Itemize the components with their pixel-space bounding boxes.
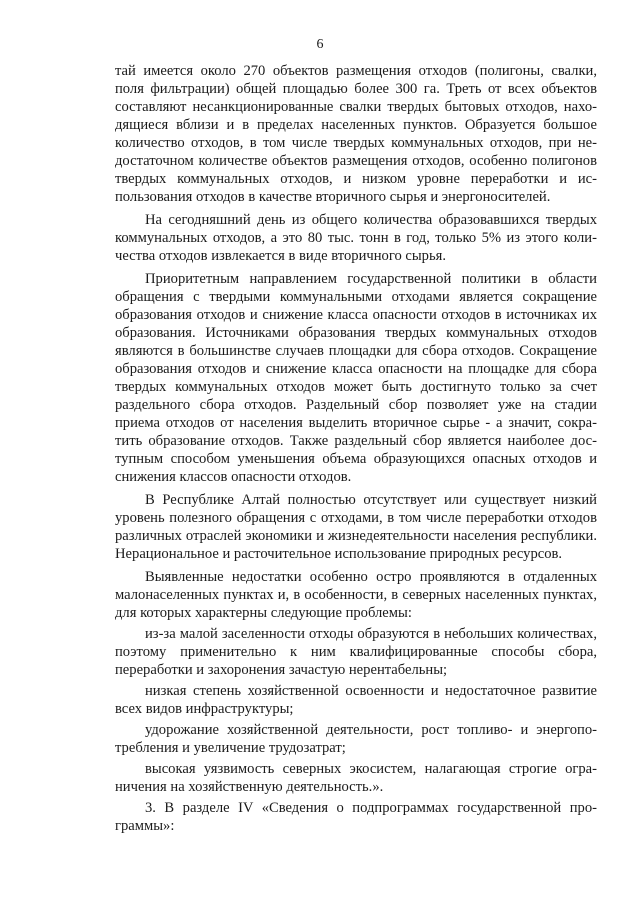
- list-item-infrastructure: низкая степень хозяйственной освоенности и недостаточное развитие всех видов инфраструктуры;: [115, 683, 597, 717]
- list-item-ecosystem-vulnerability: высокая уязвимость северных экосистем, налагающая строгие ограничения на хозяйственную деятельность.».: [115, 761, 597, 795]
- list-item-low-population: из-за малой заселенности отходы образуются в небольших количествах, поэтому применительно к ним квалифицированные способы сбора, переработки и захоронения зачастую нерентабельны;: [115, 626, 597, 678]
- paragraph-section-iv: 3. В разделе IV «Сведения о подпрограммах государственной программы»:: [115, 800, 597, 834]
- paragraph-altai-republic: В Республике Алтай полностью отсутствует или существует низкий уровень полезного обращения с отходами, в том числе переработки отходов различных отраслей экономики и жизнедеятельности населения республики. Нерациональное и расточительное использование природных ресурсов.: [115, 492, 597, 562]
- paragraph-deficiencies-intro: Выявленные недостатки особенно остро проявляются в отдаленных малонаселенных пунктах и, в особенности, в северных населенных пунктах, для которых характерны следующие проблемы:: [115, 569, 597, 621]
- paragraph-priority-policy: Приоритетным направлением государственной политики в области обращения с твердыми коммунальными отходами является сокращение образования отходов и снижение класса опасности отходов в источниках их образования. Источниками образования твердых коммунальных отходов являются в большинстве случаев площадки для сбора отходов. Сокращение образования отходов и снижение класса опасности на площадке для сбора твердых коммунальных отходов может быть достигнуто только за счет раздельного сбора отходов. Раздельный сбор позволяет уже на стадии приема отходов от населения выделить вторичное сырье - а значит, сократить образование отходов. Также раздельный сбор является наиболее доступным способом уменьшения объема образующихся опасных отходов и снижения классов опасности отходов.: [115, 271, 597, 485]
- page-number: 6: [316, 37, 324, 52]
- paragraph-waste-volume: На сегодняшний день из общего количества образовавшихся твердых коммунальных отходов, а это 80 тыс. тонн в год, только 5% из этого количества отходов извлекается в виде вторичного сырья.: [115, 212, 597, 264]
- paragraph-continuation: тай имеется около 270 объектов размещения отходов (полигоны, свалки, поля фильтрации) общей площадью более 300 га. Треть от всех объектов составляют несанкционированные свалки твердых бытовых отходов, находящиеся вблизи и в пределах населенных пунктов. Образуется большое количество отходов, в том числе твердых коммунальных отходов, при недостаточном количестве объектов размещения отходов, особенно полигонов твердых коммунальных отходов, и низком уровне переработки и использования отходов в качестве вторичного сырья и энергоносителей.: [115, 63, 597, 205]
- list-item-cost-increase: удорожание хозяйственной деятельности, рост топливо- и энергопотребления и увеличение трудозатрат;: [115, 722, 597, 756]
- document-body: [115, 62, 597, 840]
